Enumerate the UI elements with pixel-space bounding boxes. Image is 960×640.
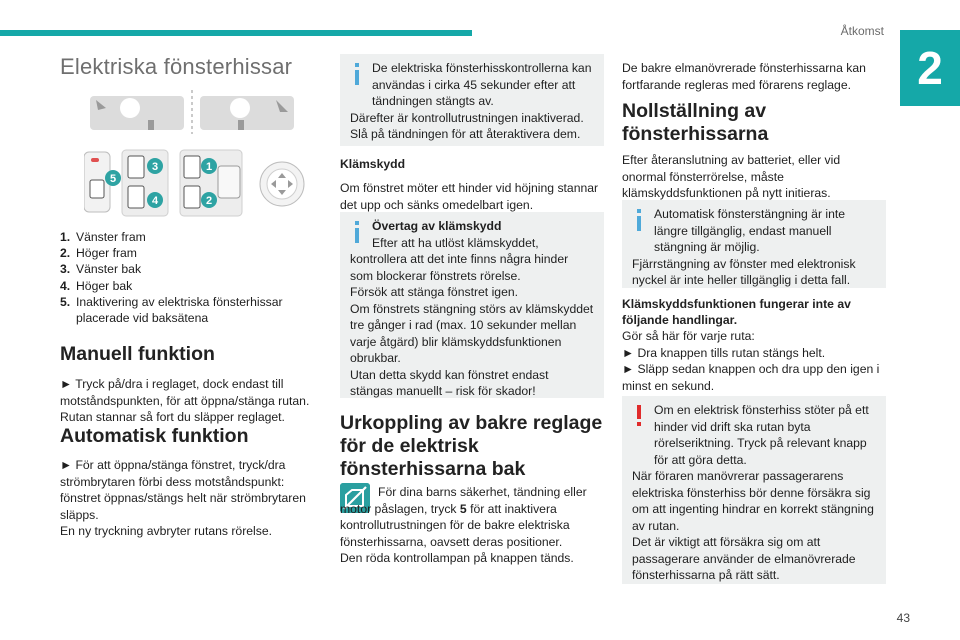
klamskydd-section: [340, 156, 604, 213]
callout-2: 2: [205, 195, 213, 207]
info-box-auto-close: Automatisk fönsterstängning är inte längre tillgänglig, endast manuell stängning är möjlig. Fjärrstängning av fönster med elektronisk nyckel är inte heller tillgänglig i detta fall.: [622, 200, 886, 288]
page-number: 43: [896, 611, 910, 625]
figure-legend: [60, 229, 316, 326]
decouple-text: För dina barns säkerhet, tändning eller motor påslagen, tryck 5 för att inaktivera kontrollutrustningen för de bakre elektriska fönsterhissarna, oavsett deras positioner.: [340, 485, 587, 549]
legend-item: 2. Höger fram: [60, 246, 137, 261]
reset-section: [622, 100, 886, 202]
info-icon: [352, 221, 362, 243]
decouple-text-block: [340, 484, 604, 567]
manual-section: [60, 343, 316, 426]
legend-item: 3. Vänster bak: [60, 262, 142, 277]
callout-1: 1: [205, 161, 213, 173]
warning-icon: [634, 405, 644, 427]
auto-text-2: En ny tryckning avbryter rutans rörelse.: [60, 524, 273, 538]
info-icon: [352, 63, 362, 85]
info-icon: [634, 209, 644, 231]
info-box-timeout: De elektriska fönsterhisskontrollerna kan användas i cirka 45 sekunder efter att tändningen stängts av. Därefter är kontrollutrustningen inaktiverad. Slå på tändningen för att återaktivera dem.: [340, 54, 604, 146]
legend-item: 5. Inaktivering av elektriska fönsterhissar placerade vid baksätena: [60, 294, 283, 326]
klamskydd-heading: Klämskydd: [340, 157, 406, 171]
auto-heading: Automatisk funktion: [60, 425, 249, 447]
fail-section: Klämskyddsfunktionen fungerar inte av följande handlingar. Gör så här för varje ruta: ► Dra knappen tills rutan stängs helt. ► Släpp sedan knappen och dra upp den igen i minst en sekund.: [622, 296, 886, 394]
legend-item: 4. Höger bak: [60, 278, 133, 293]
window-switch-panel-illustration: [84, 148, 306, 218]
column-left: [60, 54, 316, 80]
callout-5: 5: [109, 173, 117, 185]
decouple-text-2: Den röda kontrollampan på knappen tänds.: [340, 551, 574, 565]
intro-block: [622, 60, 886, 93]
legend-item: 1. Vänster fram: [60, 230, 146, 244]
section-label: Åtkomst: [840, 24, 884, 38]
callout-4: 4: [151, 195, 159, 207]
dashboard-illustration: [90, 90, 300, 134]
manual-heading: Manuell funktion: [60, 343, 215, 365]
reset-heading: Nollställning av fönsterhissarna: [622, 100, 769, 145]
callout-3: 3: [151, 161, 159, 173]
decouple-heading: Urkoppling av bakre reglage för de elektrisk fönsterhissarna bak: [340, 412, 603, 480]
chapter-badge: 2: [900, 30, 960, 106]
klamskydd-text: Om fönstret möter ett hinder vid höjning stannar det upp och sänks omedelbart igen.: [340, 181, 599, 212]
header-accent-bar: [0, 30, 472, 36]
reset-text: Efter återanslutning av batteriet, eller vid onormal fönsterrörelse, måste klämskyddsfunktionen på nytt initieras.: [622, 153, 841, 200]
auto-section: [60, 425, 316, 540]
auto-text: ► För att öppna/stänga fönstret, tryck/dra strömbrytaren förbi dess motståndspunkt: fönstret öppnas/stängs helt när strömbrytaren släpps.: [60, 458, 306, 522]
fail-heading: Klämskyddsfunktionen fungerar inte av följande handlingar.: [622, 297, 851, 327]
manual-text: ► Tryck på/dra i reglaget, dock endast till motståndspunkten, för att öppna/stänga rutan. Rutan stannar så fort du släpper reglaget.: [60, 377, 310, 424]
decouple-section: [340, 412, 604, 481]
intro-text: De bakre elmanövrerade fönsterhissarna kan fortfarande regleras med förarens reglage.: [622, 61, 866, 92]
info-box-override: Övertag av klämskydd Efter att ha utlöst klämskyddet, kontrollera att det inte finns några hinder som blockerar fönstrets rörelse. Försök att stänga fönstret igen. Om fönstrets stängning störs av klämskyddet tre gånger i rad (max. 10 sekunder mellan varje åtgärd) blir klämskyddsfunktionen obrukbar. Utan detta skydd kan fönstret endast stängas manuellt – risk för skador!: [340, 212, 604, 398]
warning-box: Om en elektrisk fönsterhiss stöter på ett hinder vid drift ska rutan byta rörelseriktning. Tryck på relevant knapp för att göra detta. När föraren manövrerar passagerarens elektriska fönsterhiss bör denne försäkra sig om att ingenting hindrar en korrekt stängning av rutan. Det är viktigt att försäkra sig om att passagerare använder de elmanövrerade fönsterhissarna på rätt sätt.: [622, 396, 886, 584]
page-title: Elektriska fönsterhissar: [60, 54, 293, 79]
